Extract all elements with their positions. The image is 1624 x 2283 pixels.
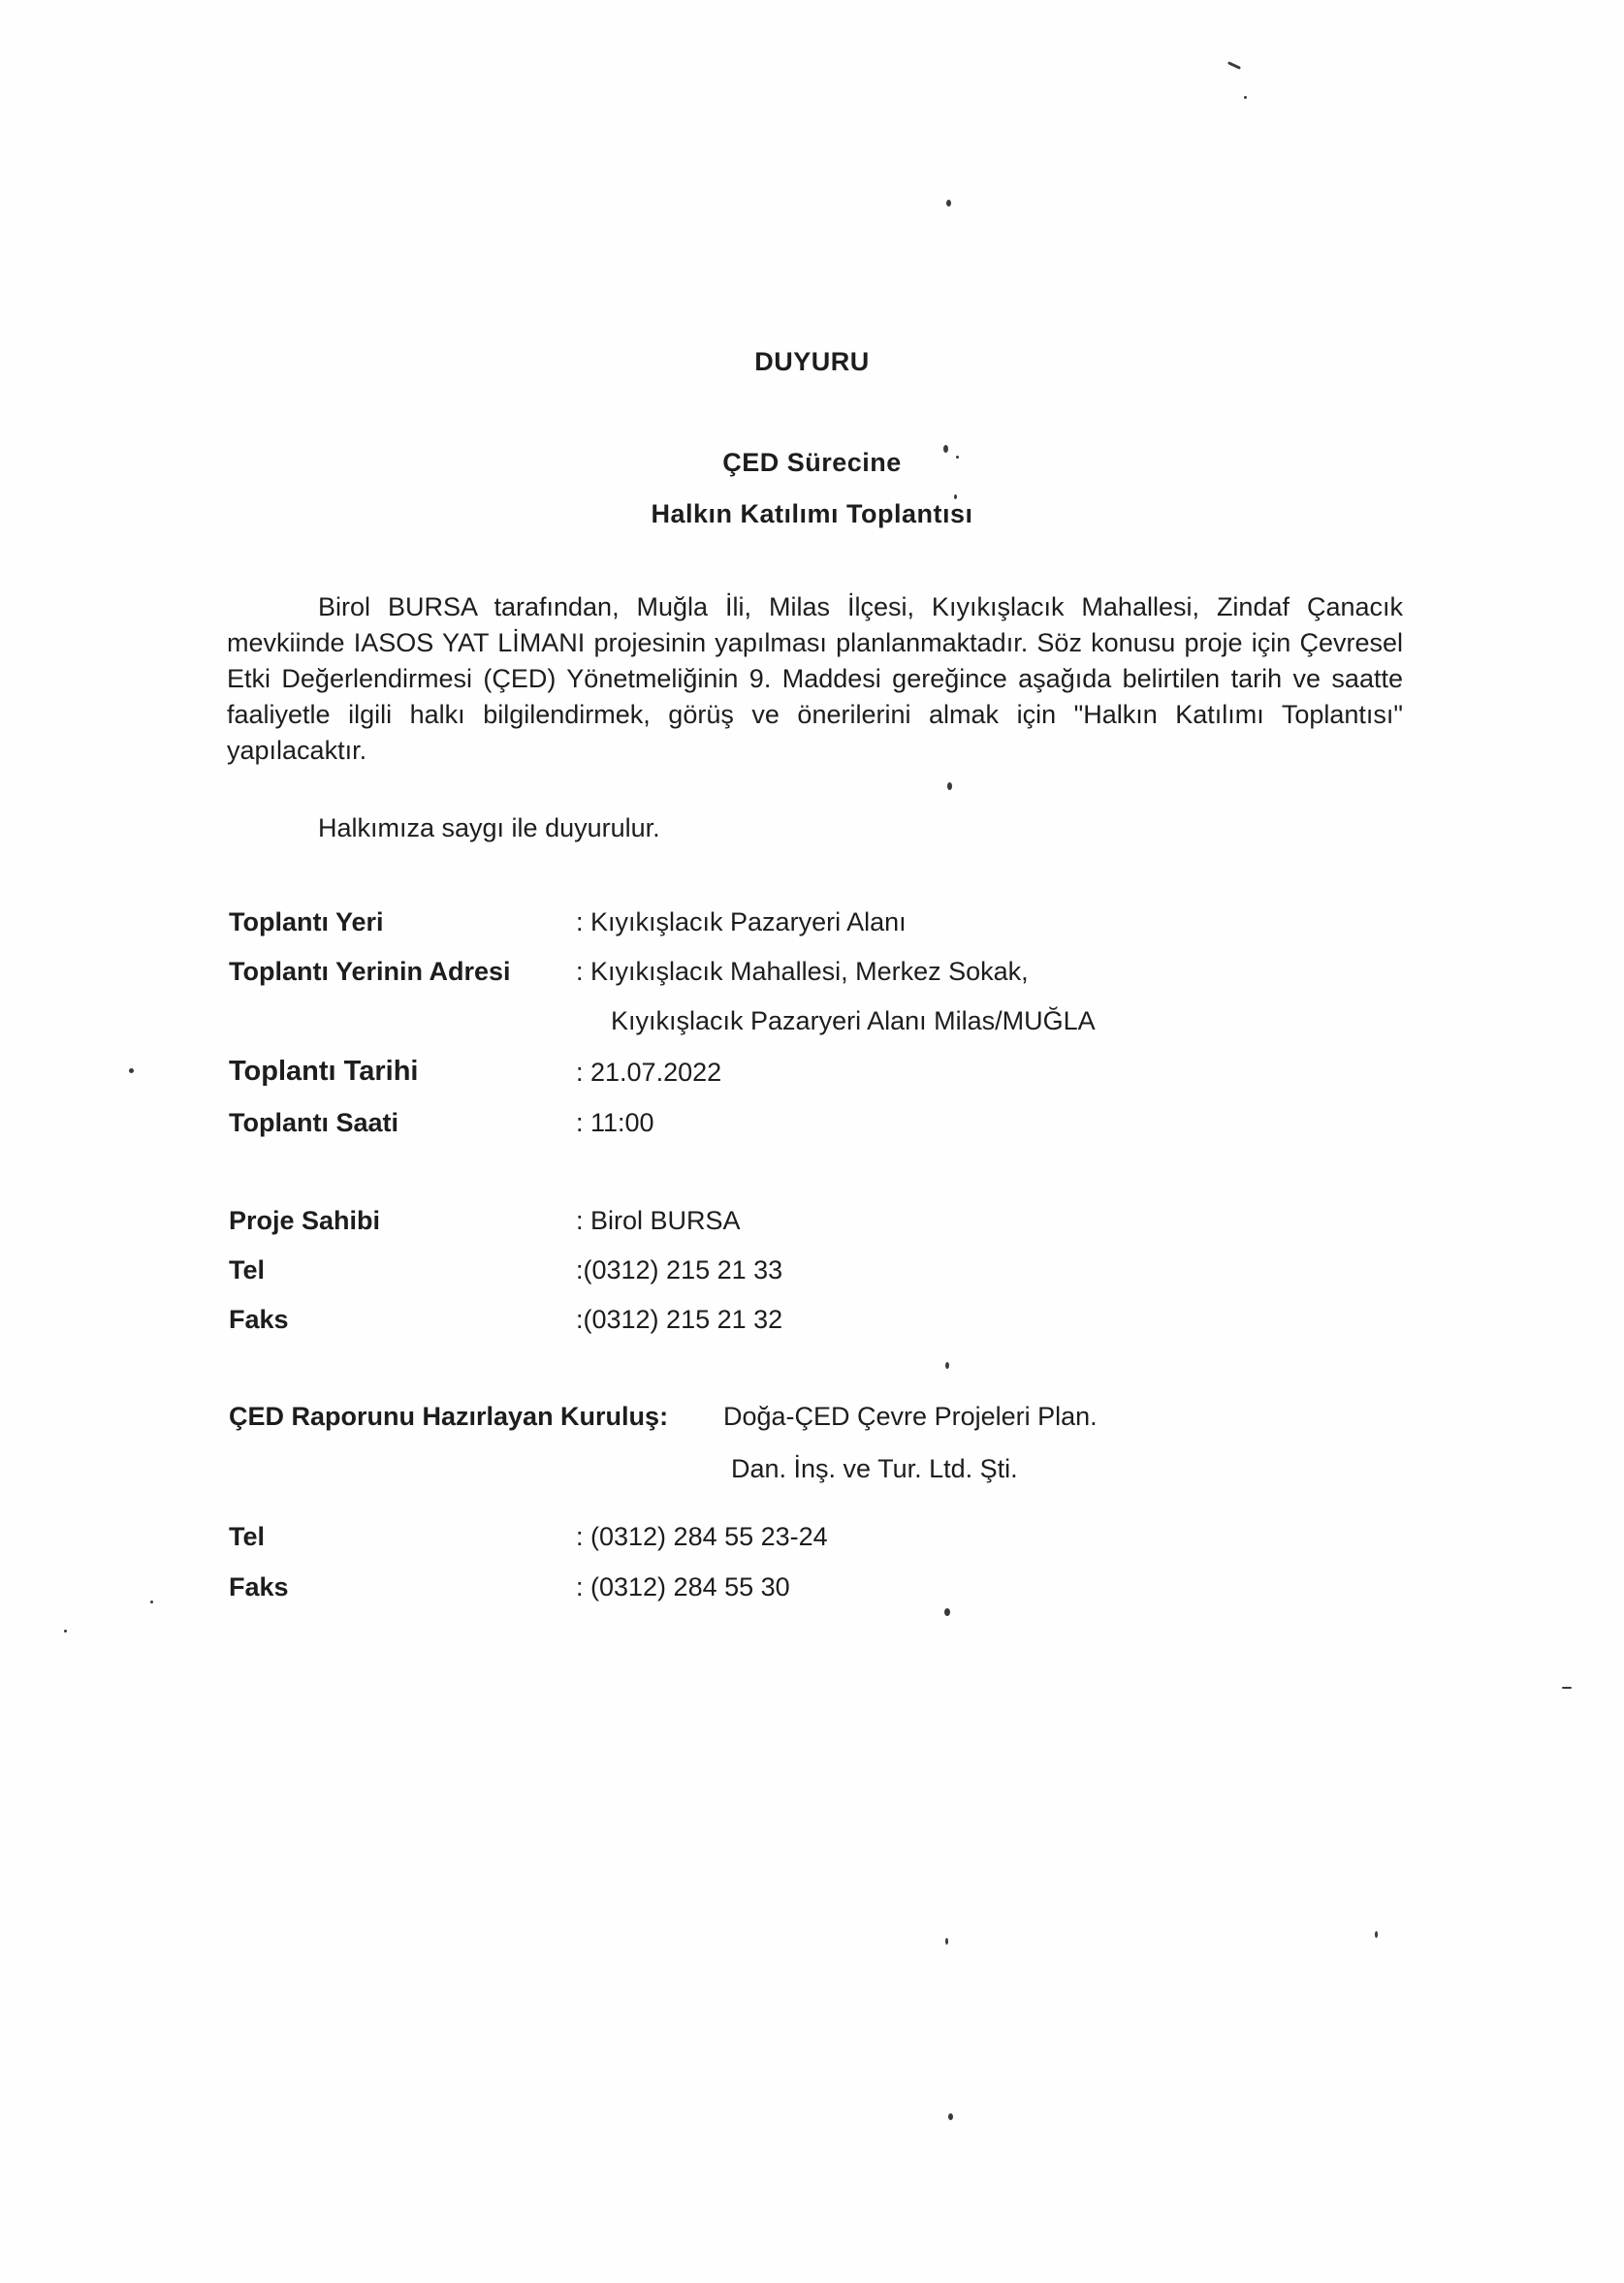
scan-speck xyxy=(943,445,948,453)
scan-speck xyxy=(945,1938,948,1945)
document-title: DUYURU xyxy=(754,347,870,376)
scan-speck xyxy=(954,494,957,499)
project-owner-label: Proje Sahibi xyxy=(229,1206,381,1235)
meeting-address-value-line1: : Kıyıkışlacık Mahallesi, Merkez Sokak, xyxy=(576,957,1029,986)
owner-fax-value: :(0312) 215 21 32 xyxy=(576,1305,783,1334)
scan-speck xyxy=(948,2113,953,2120)
owner-tel-label: Tel xyxy=(229,1255,266,1284)
preparer-tel-label: Tel xyxy=(229,1522,266,1551)
scan-speck xyxy=(946,200,951,206)
meeting-address-value-line2: Kıyıkışlacık Pazaryeri Alanı Milas/MUĞLA xyxy=(611,1006,1096,1035)
meeting-time-value: : 11:00 xyxy=(576,1108,654,1137)
scan-speck xyxy=(947,782,952,790)
owner-tel-value: :(0312) 215 21 33 xyxy=(576,1255,783,1284)
scan-speck xyxy=(945,1362,949,1369)
scan-speck xyxy=(1244,96,1247,99)
preparer-fax-label: Faks xyxy=(229,1572,289,1601)
scan-speck xyxy=(944,1608,950,1616)
meeting-time-label: Toplantı Saati xyxy=(229,1108,399,1137)
preparer-value-line1: Doğa-ÇED Çevre Projeleri Plan. xyxy=(723,1402,1098,1431)
closing-line: Halkımıza saygı ile duyurulur. xyxy=(318,813,660,842)
owner-fax-label: Faks xyxy=(229,1305,289,1334)
scan-speck xyxy=(1375,1931,1378,1938)
scan-speck xyxy=(1562,1687,1572,1689)
meeting-place-value: : Kıyıkışlacık Pazaryeri Alanı xyxy=(576,907,907,936)
scan-speck xyxy=(150,1601,153,1603)
document-subtitle-line2: Halkın Katılımı Toplantısı xyxy=(651,499,973,528)
preparer-tel-value: : (0312) 284 55 23-24 xyxy=(576,1522,828,1551)
document-subtitle-line1: ÇED Sürecine xyxy=(722,448,902,477)
meeting-place-label: Toplantı Yeri xyxy=(229,907,384,936)
meeting-date-value: : 21.07.2022 xyxy=(576,1058,722,1087)
meeting-address-label: Toplantı Yerinin Adresi xyxy=(229,957,511,986)
meeting-date-label: Toplantı Tarihi xyxy=(229,1056,419,1087)
preparer-label: ÇED Raporunu Hazırlayan Kuruluş: xyxy=(229,1402,669,1431)
scan-speck xyxy=(64,1630,67,1633)
preparer-fax-value: : (0312) 284 55 30 xyxy=(576,1572,790,1601)
preparer-value-line2: Dan. İnş. ve Tur. Ltd. Şti. xyxy=(731,1454,1018,1483)
scan-speck xyxy=(1227,61,1241,70)
announcement-paragraph: Birol BURSA tarafından, Muğla İli, Milas İlçesi, Kıyıkışlacık Mahallesi, Zindaf Çanacık mevkiinde IASOS YAT LİMANI projesinin yapılması planlanmaktadır. Söz konusu proje için Çevresel Etki Değerlendirmesi (ÇED) Yönetmeliğinin 9. Maddesi gereğince aşağıda belirtilen tarih ve saatte faaliyetle ilgili halkı bilgilendirmek, görüş ve önerilerini almak için "Halkın Katılımı Toplantısı" yapılacaktır. xyxy=(227,592,1403,765)
project-owner-value: : Birol BURSA xyxy=(576,1206,741,1235)
scan-speck xyxy=(956,456,959,459)
scan-speck xyxy=(129,1068,134,1073)
